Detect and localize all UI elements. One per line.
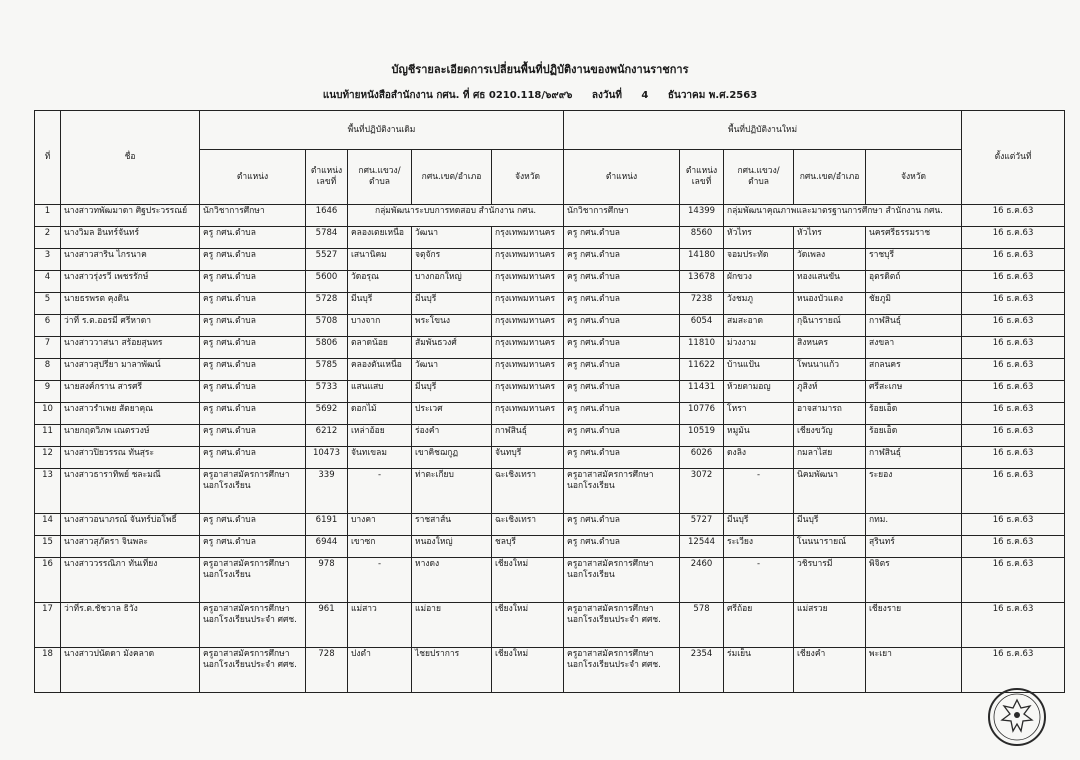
cell-since: 16 ธ.ค.63 (962, 603, 1065, 648)
cell-new-position: ครูอาสาสมัครการศึกษา นอกโรงเรียนประจำ ศศช. (564, 603, 680, 648)
cell-old-district: วัฒนา (412, 359, 492, 381)
cell-old-position-no: 5733 (306, 381, 348, 403)
cell-old-district: เขาคิชฌกูฏ (412, 447, 492, 469)
cell-new-province: สงขลา (866, 337, 962, 359)
cell-name: นางวิมล อินทร์จันทร์ (61, 227, 200, 249)
cell-old-position-no: 5728 (306, 293, 348, 315)
cell-old-position-no: 6212 (306, 425, 348, 447)
cell-new-district: หัวไทร (794, 227, 866, 249)
header-old-position: ตำแหน่ง (200, 150, 306, 205)
header-new-subdistrict: กศน.แขวง/ ตำบล (724, 150, 794, 205)
cell-old-subdistrict: - (348, 558, 412, 603)
cell-new-position: นักวิชาการศึกษา (564, 205, 680, 227)
cell-no: 12 (35, 447, 61, 469)
cell-new-position-no: 11810 (680, 337, 724, 359)
cell-name: นางสาวทพัฒมาดา ศิฐประวรรณย์ (61, 205, 200, 227)
cell-since: 16 ธ.ค.63 (962, 381, 1065, 403)
table-row (35, 558, 1065, 603)
cell-no: 11 (35, 425, 61, 447)
cell-new-province: กทม. (866, 514, 962, 536)
header-new-position: ตำแหน่ง (564, 150, 680, 205)
cell-new-province: นครศรีธรรมราช (866, 227, 962, 249)
cell-no: 5 (35, 293, 61, 315)
cell-old-subdistrict: วัดอรุณ (348, 271, 412, 293)
cell-name: นางสาวสุภัตรา จินพละ (61, 536, 200, 558)
garuda-seal-icon (986, 686, 1048, 748)
cell-new-position-no: 12544 (680, 536, 724, 558)
cell-new-position-no: 6026 (680, 447, 724, 469)
cell-new-district: หนองบัวแดง (794, 293, 866, 315)
cell-old-position-no: 339 (306, 469, 348, 514)
cell-old-position-no: 5785 (306, 359, 348, 381)
cell-old-subdistrict: จันทเขลม (348, 447, 412, 469)
table-row (35, 603, 1065, 648)
cell-new-district: กมลาไสย (794, 447, 866, 469)
header-name: ชื่อ (61, 111, 200, 205)
transfer-table (34, 110, 1065, 693)
cell-name: ว่าที่ ร.ต.ออรมี ศรีหาดา (61, 315, 200, 337)
cell-new-position-no: 10519 (680, 425, 724, 447)
cell-since: 16 ธ.ค.63 (962, 337, 1065, 359)
cell-since: 16 ธ.ค.63 (962, 425, 1065, 447)
cell-old-position-no: 5692 (306, 403, 348, 425)
cell-since: 16 ธ.ค.63 (962, 403, 1065, 425)
cell-since: 16 ธ.ค.63 (962, 469, 1065, 514)
table-row (35, 381, 1065, 403)
cell-old-district: ไชยปราการ (412, 648, 492, 693)
cell-old-province: กรุงเทพมหานคร (492, 271, 564, 293)
cell-old-subdistrict: ปงตำ (348, 648, 412, 693)
cell-new-district: ทองแสนขัน (794, 271, 866, 293)
cell-since: 16 ธ.ค.63 (962, 227, 1065, 249)
cell-new-subdistrict: - (724, 469, 794, 514)
cell-new-subdistrict: วังชมภู (724, 293, 794, 315)
cell-old-province: กรุงเทพมหานคร (492, 337, 564, 359)
cell-no: 16 (35, 558, 61, 603)
cell-no: 6 (35, 315, 61, 337)
cell-old-district: ร่องคำ (412, 425, 492, 447)
cell-new-position-no: 10776 (680, 403, 724, 425)
table-row (35, 293, 1065, 315)
cell-old-position: ครู กศน.ตำบล (200, 447, 306, 469)
cell-new-subdistrict: บ้านแป้น (724, 359, 794, 381)
cell-old-position-no: 978 (306, 558, 348, 603)
cell-new-subdistrict: ผักขวง (724, 271, 794, 293)
cell-old-province: กรุงเทพมหานคร (492, 359, 564, 381)
cell-old-district: บางกอกใหญ่ (412, 271, 492, 293)
cell-new-position: ครู กศน.ตำบล (564, 425, 680, 447)
cell-new-province: สุรินทร์ (866, 536, 962, 558)
cell-old-position: ครูอาสาสมัครการศึกษา นอกโรงเรียนประจำ ศศช. (200, 648, 306, 693)
header-old-position-no: ตำแหน่ง เลขที่ (306, 150, 348, 205)
cell-old-position: ครู กศน.ตำบล (200, 514, 306, 536)
cell-new-province: ร้อยเอ็ด (866, 425, 962, 447)
cell-new-position-no: 3072 (680, 469, 724, 514)
cell-old-province: กรุงเทพมหานคร (492, 293, 564, 315)
cell-old-position: ครู กศน.ตำบล (200, 249, 306, 271)
cell-old-district: หางดง (412, 558, 492, 603)
cell-new-district: อาจสามารถ (794, 403, 866, 425)
cell-no: 1 (35, 205, 61, 227)
cell-since: 16 ธ.ค.63 (962, 293, 1065, 315)
cell-new-district: วชิรบารมี (794, 558, 866, 603)
cell-name: นางสาวสาริน ไกรนาค (61, 249, 200, 271)
header-new-position-no: ตำแหน่ง เลขที่ (680, 150, 724, 205)
cell-old-position: ครูอาสาสมัครการศึกษา นอกโรงเรียนประจำ ศศช. (200, 603, 306, 648)
cell-old-province: กรุงเทพมหานคร (492, 227, 564, 249)
header-no: ที่ (35, 111, 61, 205)
cell-old-district: มีนบุรี (412, 293, 492, 315)
cell-name: นายกฤตวิภพ เณตรวงษ์ (61, 425, 200, 447)
table-row (35, 337, 1065, 359)
cell-new-position: ครู กศน.ตำบล (564, 293, 680, 315)
cell-new-merged-unit: กลุ่มพัฒนาคุณภาพและมาตรฐานการศึกษา สำนักงาน กศน. (724, 205, 962, 227)
header-new-area: พื้นที่ปฏิบัติงานใหม่ (564, 111, 962, 150)
cell-new-subdistrict: ระเวียง (724, 536, 794, 558)
cell-old-subdistrict: มีนบุรี (348, 293, 412, 315)
cell-new-position: ครู กศน.ตำบล (564, 514, 680, 536)
cell-old-position-no: 961 (306, 603, 348, 648)
table-row (35, 205, 1065, 227)
cell-name: นายสงค์กราน สารศรี (61, 381, 200, 403)
cell-new-position-no: 8560 (680, 227, 724, 249)
table-row (35, 469, 1065, 514)
cell-new-position: ครูอาสาสมัครการศึกษา นอกโรงเรียน (564, 558, 680, 603)
cell-old-position-no: 5600 (306, 271, 348, 293)
cell-no: 15 (35, 536, 61, 558)
cell-old-district: สัมพันธวงศ์ (412, 337, 492, 359)
cell-no: 7 (35, 337, 61, 359)
cell-no: 3 (35, 249, 61, 271)
cell-new-subdistrict: ศรีถ้อย (724, 603, 794, 648)
cell-new-subdistrict: จอมประทัด (724, 249, 794, 271)
cell-old-subdistrict: - (348, 469, 412, 514)
cell-old-district: มีนบุรี (412, 381, 492, 403)
cell-new-position-no: 11431 (680, 381, 724, 403)
cell-new-position: ครู กศน.ตำบล (564, 403, 680, 425)
cell-since: 16 ธ.ค.63 (962, 536, 1065, 558)
cell-new-position-no: 5727 (680, 514, 724, 536)
cell-no: 8 (35, 359, 61, 381)
cell-old-position-no: 1646 (306, 205, 348, 227)
cell-old-position: ครูอาสาสมัครการศึกษา นอกโรงเรียน (200, 469, 306, 514)
table-row (35, 447, 1065, 469)
cell-new-position-no: 11622 (680, 359, 724, 381)
cell-old-position: ครู กศน.ตำบล (200, 403, 306, 425)
cell-name: ว่าที่ร.ต.ชัชวาล ธิวัง (61, 603, 200, 648)
table-row (35, 359, 1065, 381)
cell-old-district: วัฒนา (412, 227, 492, 249)
cell-old-district: ประเวศ (412, 403, 492, 425)
cell-old-province: เชียงใหม่ (492, 603, 564, 648)
cell-name: นายธรพรต คุงดิน (61, 293, 200, 315)
cell-new-district: โนนนารายณ์ (794, 536, 866, 558)
cell-name: นางสาวรุ่งรวี เพชรรักษ์ (61, 271, 200, 293)
cell-old-province: กาฬสินธุ์ (492, 425, 564, 447)
cell-name: นางสาวรำเพย สัตยาคุณ (61, 403, 200, 425)
cell-new-subdistrict: สมสะอาด (724, 315, 794, 337)
cell-no: 18 (35, 648, 61, 693)
cell-old-merged-unit: กลุ่มพัฒนาระบบการทดสอบ สำนักงาน กศน. (348, 205, 564, 227)
table-row (35, 227, 1065, 249)
cell-new-district: เชียงคำ (794, 648, 866, 693)
table-row (35, 514, 1065, 536)
cell-old-position: ครู กศน.ตำบล (200, 293, 306, 315)
cell-old-province: จันทบุรี (492, 447, 564, 469)
cell-name: นางสาววาสนา สร้อยสุนทร (61, 337, 200, 359)
table-row (35, 648, 1065, 693)
cell-name: นางสาวปิยวรรณ ทันสุระ (61, 447, 200, 469)
cell-since: 16 ธ.ค.63 (962, 558, 1065, 603)
subtitle-ref: แนบท้ายหนังสือสำนักงาน กศน. ที่ ศธ 0210.118/๖๙๙๖ (322, 90, 573, 101)
subtitle-day: 4 (641, 90, 649, 101)
cell-new-district: วัดเพลง (794, 249, 866, 271)
cell-old-subdistrict: แม่สาว (348, 603, 412, 648)
cell-new-province: สกลนคร (866, 359, 962, 381)
cell-no: 10 (35, 403, 61, 425)
cell-old-province: ฉะเชิงเทรา (492, 469, 564, 514)
cell-no: 14 (35, 514, 61, 536)
cell-new-province: อุตรดิตถ์ (866, 271, 962, 293)
cell-new-position: ครู กศน.ตำบล (564, 359, 680, 381)
cell-new-position: ครู กศน.ตำบล (564, 536, 680, 558)
subtitle-month-year: ธันวาคม พ.ศ.2563 (667, 90, 758, 101)
cell-old-district: พระโขนง (412, 315, 492, 337)
cell-new-province: กาฬสินธุ์ (866, 447, 962, 469)
header-old-province: จังหวัด (492, 150, 564, 205)
cell-old-province: ชลบุรี (492, 536, 564, 558)
cell-since: 16 ธ.ค.63 (962, 249, 1065, 271)
cell-new-district: ภูสิงห์ (794, 381, 866, 403)
cell-old-position-no: 728 (306, 648, 348, 693)
header-new-province: จังหวัด (866, 150, 962, 205)
cell-new-subdistrict: ดงลิง (724, 447, 794, 469)
cell-old-position: นักวิชาการศึกษา (200, 205, 306, 227)
cell-new-position: ครู กศน.ตำบล (564, 381, 680, 403)
cell-new-position-no: 14399 (680, 205, 724, 227)
cell-name: นางสาวสุปรียา มาลาพัฒน์ (61, 359, 200, 381)
cell-new-district: มีนบุรี (794, 514, 866, 536)
cell-new-position: ครู กศน.ตำบล (564, 227, 680, 249)
cell-old-province: กรุงเทพมหานคร (492, 381, 564, 403)
cell-old-position-no: 6944 (306, 536, 348, 558)
cell-old-district: ท่าตะเกียบ (412, 469, 492, 514)
cell-old-position: ครู กศน.ตำบล (200, 359, 306, 381)
cell-old-subdistrict: เขาซก (348, 536, 412, 558)
cell-old-province: เชียงใหม่ (492, 648, 564, 693)
cell-new-subdistrict: หมูม้น (724, 425, 794, 447)
cell-old-position: ครู กศน.ตำบล (200, 271, 306, 293)
cell-new-position-no: 578 (680, 603, 724, 648)
cell-old-province: กรุงเทพมหานคร (492, 249, 564, 271)
cell-old-position-no: 5784 (306, 227, 348, 249)
cell-old-position: ครูอาสาสมัครการศึกษา นอกโรงเรียน (200, 558, 306, 603)
cell-old-subdistrict: เหล่าอ้อย (348, 425, 412, 447)
cell-since: 16 ธ.ค.63 (962, 359, 1065, 381)
header-old-district: กศน.เขต/อำเภอ (412, 150, 492, 205)
cell-old-subdistrict: เสนานิคม (348, 249, 412, 271)
header-since: ตั้งแต่วันที่ (962, 111, 1065, 205)
header-old-subdistrict: กศน.แขวง/ ตำบล (348, 150, 412, 205)
cell-since: 16 ธ.ค.63 (962, 205, 1065, 227)
table-row (35, 425, 1065, 447)
cell-no: 4 (35, 271, 61, 293)
cell-new-position: ครูอาสาสมัครการศึกษา นอกโรงเรียน (564, 469, 680, 514)
cell-old-position: ครู กศน.ตำบล (200, 425, 306, 447)
cell-new-subdistrict: - (724, 558, 794, 603)
header-new-district: กศน.เขต/อำเภอ (794, 150, 866, 205)
cell-since: 16 ธ.ค.63 (962, 514, 1065, 536)
cell-no: 17 (35, 603, 61, 648)
cell-new-subdistrict: โหรา (724, 403, 794, 425)
cell-new-province: ระยอง (866, 469, 962, 514)
cell-old-position-no: 5708 (306, 315, 348, 337)
cell-new-position: ครู กศน.ตำบล (564, 447, 680, 469)
cell-new-province: เชียงราย (866, 603, 962, 648)
cell-since: 16 ธ.ค.63 (962, 271, 1065, 293)
cell-old-position: ครู กศน.ตำบล (200, 536, 306, 558)
cell-old-position: ครู กศน.ตำบล (200, 227, 306, 249)
cell-since: 16 ธ.ค.63 (962, 315, 1065, 337)
cell-new-subdistrict: ห้วยตามอญ (724, 381, 794, 403)
cell-new-position-no: 2460 (680, 558, 724, 603)
cell-new-position: ครู กศน.ตำบล (564, 271, 680, 293)
cell-new-district: สิงหนคร (794, 337, 866, 359)
cell-new-subdistrict: ร่มเย็น (724, 648, 794, 693)
cell-old-subdistrict: บางจาก (348, 315, 412, 337)
cell-old-subdistrict: แสนแสบ (348, 381, 412, 403)
cell-old-position: ครู กศน.ตำบล (200, 381, 306, 403)
cell-new-province: พะเยา (866, 648, 962, 693)
cell-new-province: ชัยภูมิ (866, 293, 962, 315)
cell-old-subdistrict: บางคา (348, 514, 412, 536)
cell-old-position-no: 5527 (306, 249, 348, 271)
document-subtitle (0, 88, 1080, 103)
cell-new-position-no: 14180 (680, 249, 724, 271)
document-title: บัญชีรายละเอียดการเปลี่ยนพื้นที่ปฏิบัติงานของพนักงานราชการ (391, 63, 689, 76)
cell-name: นางสาวปนัดดา มังคลาด (61, 648, 200, 693)
cell-old-position-no: 5806 (306, 337, 348, 359)
table-row (35, 315, 1065, 337)
cell-old-district: ราชสาส์น (412, 514, 492, 536)
cell-new-province: พิจิตร (866, 558, 962, 603)
cell-no: 2 (35, 227, 61, 249)
cell-name: นางสาวอนาภรณ์ จันทร์บ่อโพธิ์ (61, 514, 200, 536)
cell-new-district: นิคมพัฒนา (794, 469, 866, 514)
cell-no: 9 (35, 381, 61, 403)
table-row (35, 271, 1065, 293)
cell-no: 13 (35, 469, 61, 514)
cell-new-position-no: 6054 (680, 315, 724, 337)
cell-name: นางสาวธาราทิพย์ ชละมณี (61, 469, 200, 514)
cell-new-district: เชียงขวัญ (794, 425, 866, 447)
cell-name: นางสาววรรณิภา ทันเที่ยง (61, 558, 200, 603)
cell-old-subdistrict: คลองตันเหนือ (348, 359, 412, 381)
cell-new-position-no: 13678 (680, 271, 724, 293)
cell-old-district: จตุจักร (412, 249, 492, 271)
cell-new-subdistrict: มีนบุรี (724, 514, 794, 536)
cell-old-district: หนองใหญ่ (412, 536, 492, 558)
cell-old-province: เชียงใหม่ (492, 558, 564, 603)
cell-old-position-no: 6191 (306, 514, 348, 536)
cell-new-province: กาฬสินธุ์ (866, 315, 962, 337)
cell-new-district: กุฉินารายณ์ (794, 315, 866, 337)
table-row (35, 403, 1065, 425)
cell-old-subdistrict: ดอกไม้ (348, 403, 412, 425)
table-body (35, 205, 1065, 693)
subtitle-date-label: ลงวันที่ (591, 90, 622, 101)
table-row (35, 536, 1065, 558)
cell-new-position: ครู กศน.ตำบล (564, 337, 680, 359)
cell-new-province: ร้อยเอ็ด (866, 403, 962, 425)
cell-new-position: ครูอาสาสมัครการศึกษา นอกโรงเรียนประจำ ศศช. (564, 648, 680, 693)
cell-new-subdistrict: หัวไทร (724, 227, 794, 249)
cell-new-district: โพนนาแก้ว (794, 359, 866, 381)
cell-old-province: กรุงเทพมหานคร (492, 403, 564, 425)
cell-old-subdistrict: ตลาดน้อย (348, 337, 412, 359)
cell-new-position: ครู กศน.ตำบล (564, 315, 680, 337)
cell-new-district: แม่สรวย (794, 603, 866, 648)
cell-old-position: ครู กศน.ตำบล (200, 337, 306, 359)
cell-new-position-no: 2354 (680, 648, 724, 693)
header-old-area: พื้นที่ปฏิบัติงานเดิม (200, 111, 564, 150)
cell-new-position: ครู กศน.ตำบล (564, 249, 680, 271)
cell-old-province: กรุงเทพมหานคร (492, 315, 564, 337)
cell-old-district: แม่อาย (412, 603, 492, 648)
cell-new-subdistrict: ม่วงงาม (724, 337, 794, 359)
cell-new-province: ราชบุรี (866, 249, 962, 271)
table-row (35, 249, 1065, 271)
cell-new-province: ศรีสะเกษ (866, 381, 962, 403)
cell-new-position-no: 7238 (680, 293, 724, 315)
cell-old-province: ฉะเชิงเทรา (492, 514, 564, 536)
cell-old-subdistrict: คลองเตยเหนือ (348, 227, 412, 249)
cell-old-position: ครู กศน.ตำบล (200, 315, 306, 337)
cell-since: 16 ธ.ค.63 (962, 648, 1065, 693)
cell-since: 16 ธ.ค.63 (962, 447, 1065, 469)
cell-old-position-no: 10473 (306, 447, 348, 469)
